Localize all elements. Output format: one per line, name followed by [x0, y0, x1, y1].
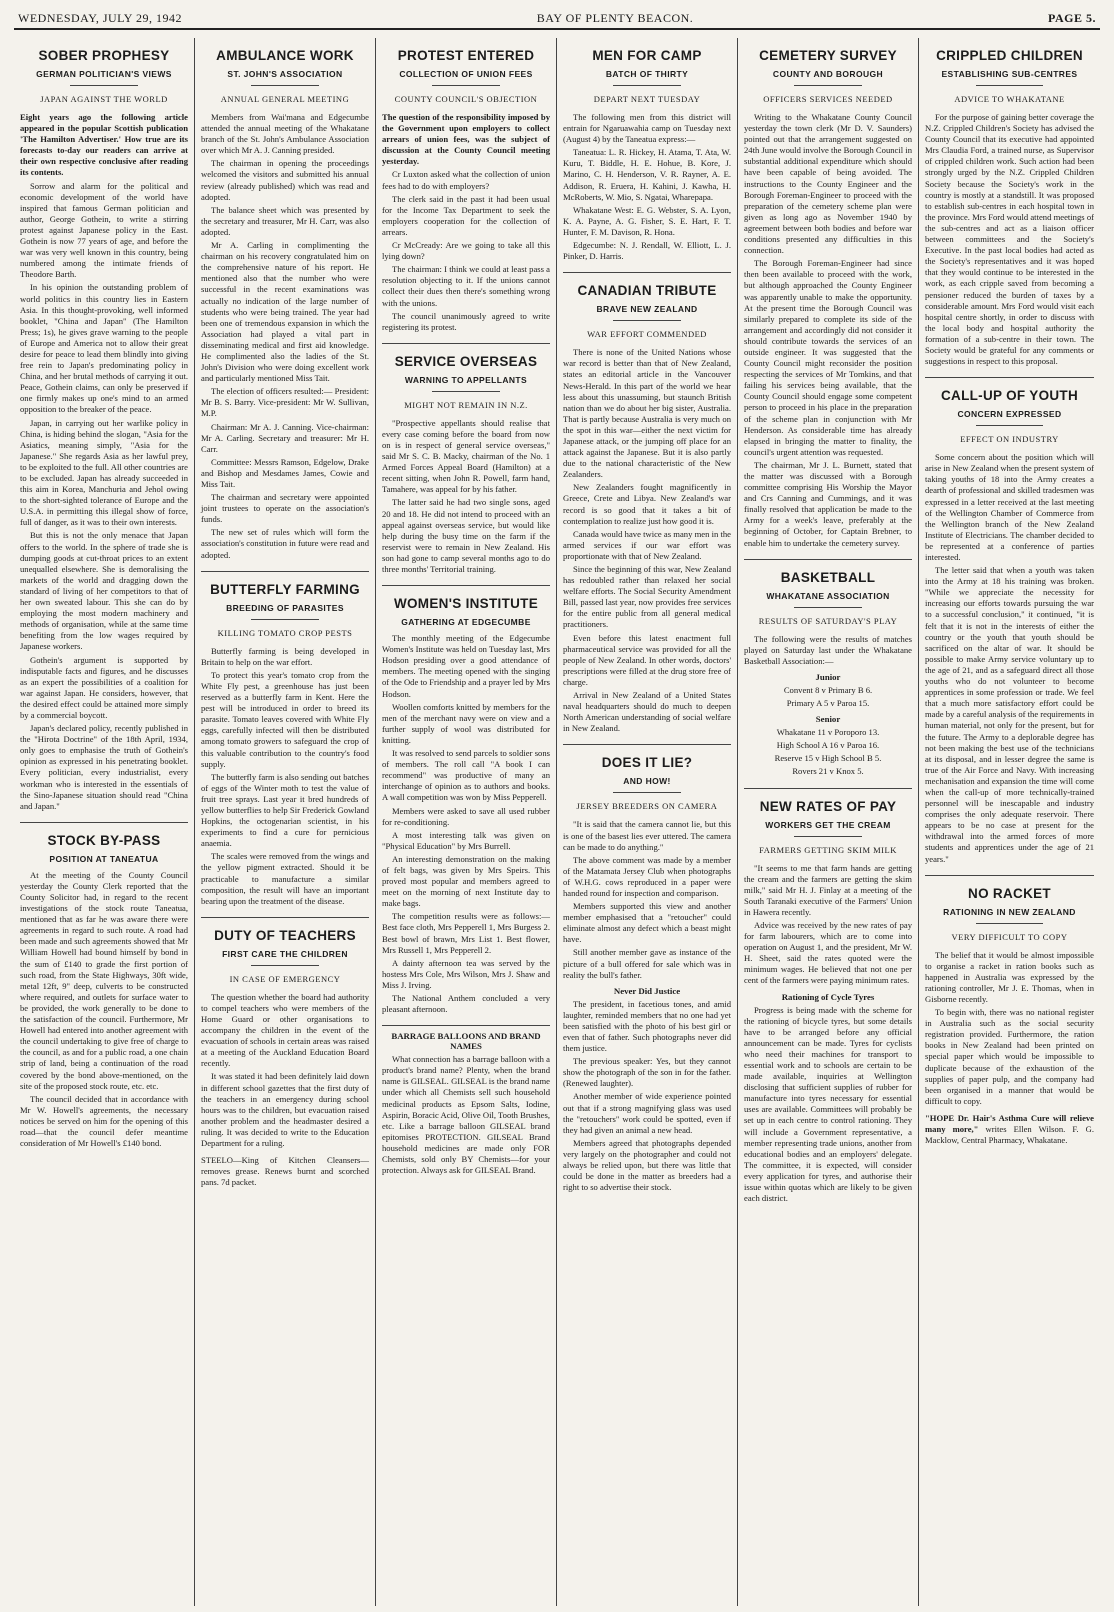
article-subhead: BREEDING OF PARASITES: [226, 602, 344, 613]
article-headline: DUTY OF TEACHERS: [214, 927, 356, 943]
article: [382, 585, 550, 1015]
article-paragraph: For the purpose of gaining better coverage the N.Z. Crippled Children's Society has advised the County Council that its executive had appointed Mrs Claudia Ford, a trained nurse, as Supervisor of crippled children work. Such action had been strongly urged by the N.Z. Crippled Children Society because the Society's work in the country is mostly at a standstill. It was proposed to establish sub-centres in each hospital town in the province. Mrs Ford would attend meetings of the sub-centres and act as a liaison officer between committees and the Society's Executive. In the past local bodies had acted as the Society's representatives and it was hoped that they would continue to be interested in the work, as each cripple saved from becoming a pensioner reduced the burden of taxes by a considerable amount. Mrs Ford would visit each hospital centre shortly, in order to discuss with the local body and hospital authority the formation of a sub-centre in their town. The Society would be grateful for any comments or suggestions in respect to this proposal.: [925, 112, 1094, 367]
article-subhead: GERMAN POLITICIAN'S VIEWS: [36, 69, 172, 79]
result-line: Convent 8 v Primary B 6.: [783, 684, 873, 695]
article-paragraph: An interesting demonstration on the making of felt bags, was given by Mrs Speirs. This proved most popular and members agreed to meet on the morning of next Institute day to make bags.: [382, 853, 550, 909]
article-subhead: WORKERS GET THE CREAM: [765, 819, 891, 830]
article-headline: BARRAGE BALLOONS AND BRAND NAMES: [391, 1031, 541, 1052]
article-subhead: KILLING TOMATO CROP PESTS: [217, 627, 353, 638]
article-paragraph: The Borough Foreman-Engineer had since then been available to proceed with the work, but although approached the County Engineer was apparently unable to make the opportunity. At the present time the Borough Council was similarly prepared to complete its side of the arrangement and accordingly did not consider it should contribute towards the services of an outside engineer. It was suggested that the County Council might reconsider the position respecting the services of Mr Tomkins, and that failing his services being available, that the County Council should engage some competent person to proceed in his place in the preparation of the scheme plan in conjunction with Mr Henderson. As considerable time has already elapsed in bringing the matter to finality, the council's urgent attention was requested.: [744, 258, 912, 457]
article-subhead: IN CASE OF EMERGENCY: [229, 973, 341, 984]
article-divider: [563, 272, 731, 273]
article-paragraph: Butterfly farming is being developed in Britain to help on the war effort.: [201, 645, 369, 667]
article: [563, 48, 731, 262]
article-paragraph: Woollen comforts knitted by members for the men of the merchant navy were on view and a further supply of wool was distributed for knitting.: [382, 701, 550, 745]
article-lead: Eight years ago the following article appeared in the popular Scottish publication 'The Hamilton Advertiser.' How true are its forecasts to-day our readers can arrive at their own respective conclusive after reading its contents.: [20, 112, 188, 178]
article-paragraph: The election of officers resulted:— President: Mr B. S. Barry. Vice-president: Mr W. Sullivan, M.P.: [201, 386, 369, 419]
article-paragraph: What connection has a barrage balloon with a product's brand name? Plenty, when the brand name is GILSEAL. GILSEAL is the brand name under which all Chemists sell such household medicinal products as Epsom Salts, Iodine, Aspirin, Boracic Acid, Olive Oil, Tooth Brushes, etc. Like a barrage balloon GILSEAL brand epitomises PROTECTION. GILSEAL Brand household medicines are made only FOR Chemists, sold only BY Chemists—for your protection. Always ask for GILSEAL Brand.: [382, 1054, 550, 1176]
article-divider: [382, 585, 550, 586]
article-paragraph: Edgecumbe: N. J. Rendall, W. Elliott, L. J. Pinker, D. Harris.: [563, 240, 731, 262]
ad-text: STEELO—King of Kitchen Cleansers—removes grease. Renews burnt and scorched pans. 7d packet.: [201, 1155, 369, 1188]
article: [382, 343, 550, 575]
article-subhead: ANNUAL GENERAL MEETING: [220, 94, 350, 104]
article-subhead: OFFICERS SERVICES NEEDED: [763, 94, 893, 104]
ad-text: writes Ellen Wilson. F. G. Macklow, Central Pharmacy, Whakatane.: [925, 1123, 1094, 1145]
article: [744, 48, 912, 549]
article-headline: STOCK BY-PASS: [47, 832, 161, 848]
article-paragraph: Cr McCready: Are we going to take all this lying down?: [382, 240, 550, 262]
article-headline: DOES IT LIE?: [601, 755, 693, 771]
article-paragraph: The question whether the board had authority to compel teachers who were members of the Home Guard or other organisations to accompany the children in the event of the evacuation of schools in certain areas was raised at a meeting of the Auckland Education Board recently.: [201, 991, 369, 1069]
article-paragraph: New Zealanders fought magnificently in Greece, Crete and Libya. New Zealand's war record is so good that it takes a bit of contemplation to realize just how good it is.: [563, 482, 731, 526]
article-paragraph: Members supported this view and another member emphasised that a "retoucher" could eliminate almost any defect which a beast might have.: [563, 901, 731, 945]
article-paragraph: It was resolved to send parcels to soldier sons of members. The roll call "A book I can recommend" was productive of many an interchange of opinion as to authors and books. A wall competition was won by Miss Pepperell.: [382, 748, 550, 803]
issue-date: WEDNESDAY, JULY 29, 1942: [18, 11, 183, 25]
article-paragraph: The belief that it would be almost impossible to organise a racket in ration books such as happened in Australia was expressed by the rationing controller, Mr J. E. Thomas, when in Gisborne recently.: [925, 949, 1094, 1004]
article: [563, 272, 731, 734]
page-number: PAGE 5.: [1048, 11, 1096, 25]
article-headline: CALL-UP OF YOUTH: [940, 388, 1079, 404]
column-5: [738, 38, 919, 1606]
article-paragraph: "It seems to me that farm hands are getting the cream and the farmers are getting the skim milk," said Mr H. J. Finlay at a meeting of the South Taranaki executive of the Farmers' Union in Hawera recently.: [744, 862, 912, 917]
article-paragraph: Even before this latest enactment full pharmaceutical service was provided for all the people of New Zealand. In other words, doctors' prescriptions were filled at the drug store free of charge.: [563, 632, 731, 687]
subhead-rule: [432, 391, 499, 392]
article-subhead: FIRST CARE THE CHILDREN: [222, 948, 348, 959]
article-divider: [744, 559, 912, 560]
article-subhead: GATHERING AT EDGECUMBE: [401, 617, 531, 628]
article-paragraph: Committee: Messrs Ramson, Edgelow, Drake and Bishop and Mesdames James, Cowie and Miss Tait.: [201, 456, 369, 489]
article-headline: AMBULANCE WORK: [216, 48, 354, 63]
ad-lead: "HOPE Dr. Hair's Asthma Cure will relieve many more,": [925, 1112, 1094, 1134]
subhead-rule: [251, 85, 318, 86]
article-divider: [382, 343, 550, 344]
article-paragraph: The latter said he had two single sons, aged 20 and 18. He did not intend to proceed with an appeal against overseas service, but would like help during the busy time on the farm if the reservist were to remain in New Zealand. His son had gone to camp several months ago to do three months' Territorial training.: [382, 497, 550, 574]
article: [563, 744, 731, 1193]
article-paragraph: Japan's declared policy, recently published in the "Hirota Doctrine" of the 18th April, 1934, only goes to emphasise the truth of Gothein's opinion as expressed in his penetrating booklet. Every politician, every industrialist, every workman who is interested in the essentials of the Sino-Japanese situation should read "China and Japan.": [20, 723, 188, 811]
article-paragraph: Members agreed that photographs depended very largely on the photographer and could not always be relied upon, but there was little that could be done in the matter as breeders had a right to so advertise their stock.: [563, 1137, 731, 1193]
column-3: [376, 38, 557, 1606]
article-divider: [925, 875, 1094, 876]
article-paragraph: Progress is being made with the scheme for the rationing of bicycle tyres, but some details have to be arranged before any official announcement can be made. Tyres for cyclists who need their machines for transport to essential work and to schools are certain to be made available, inquiries at Wellington disclosing that sufficient supplies of rubber for manufacture into tyres necessary for essential uses are available. Committees will probably be set up in each centre to control rationing. They will include a Government representative, a member representing trade unions, another from educational bodies and an employers' delegate. The committee, it is expected, will consider every application for tyres, and authorise their issue within quotas which are likely to be given each district.: [744, 1004, 912, 1204]
article-paragraph: Gothein's argument is supported by indisputable facts and figures, and he discusses as an expert the possibilities of a coalition for war against Japan. He considers, however, that the desired effect could be attained more simply by a commercial boycott.: [20, 654, 188, 720]
article-headline: BASKETBALL: [780, 569, 876, 585]
article-divider: [201, 571, 369, 572]
article-paragraph: The scales were removed from the wings and the yellow pigment extracted. Should it be practicable to manufacture a similar composition, the result will have an important bearing upon the treatment of the disease.: [201, 851, 369, 906]
article-paragraph: The chairman, Mr J. L. Burnett, stated that the matter was discussed with a Borough committee comprising His Worship the Mayor and Crs Canning and Cummings, and it was finally resolved that application be made to the Army for a week's leave, preferably at the beginning of October, for Captain Brebner, to enable him to undertake the cemetery survey.: [744, 459, 912, 548]
article-headline: SERVICE OVERSEAS: [394, 353, 538, 369]
subhead-rule: [70, 85, 137, 86]
article-paragraph: The clerk said in the past it had been usual for the Income Tax Department to seek the employers cooperation for the collection of arrears.: [382, 193, 550, 237]
article-paragraph: The following were the results of matches played on Saturday last under the Whakatane Basketball Association:—: [744, 633, 912, 666]
article: [201, 917, 369, 1188]
article-paragraph: To begin with, there was no national register in Australia such as the social security registration provided. Furthermore, the ration books in New Zealand had been printed on special paper which would be impossible to duplicate because of the exhaustion of the supplies of paper pulp, and the company had been organised in a manner that would be difficult to copy.: [925, 1007, 1094, 1106]
article-paragraph: At the meeting of the County Council yesterday the County Clerk reported that the County Solicitor had, in regard to the recent investigations of the stock route Taneatua, mentioned that as far he was aware there were agreements in regard to such route. A road had been made and such agreements showed that Mr William Howell had bound himself by bond in the sum of £140 to grade the first portion of such road, from the State Highways, 30ft wide, metal 12ft, 9" deep, culverts to be constructed where required, and outlets for surface water to be provided, the work generally to be done to the satisfaction of the council. Furthermore, Mr Howell had entered into another agreement with the council undertaking to give free of charge to the council, as and for a public road, a one chain strip of land, being a continuation of the road covered by the bond above-mentioned, on the site of the proposed stock route, etc. etc.: [20, 869, 188, 1091]
article-subhead: MIGHT NOT REMAIN IN N.Z.: [404, 399, 528, 410]
article: [744, 788, 912, 1205]
article-paragraph: The following men from this district will entrain for Ngaruawahia camp on Tuesday next (August 4) by the Taneatua express:—: [563, 112, 731, 145]
article-subhead: WAR EFFORT COMMENDED: [587, 329, 707, 340]
article-subhead: JAPAN AGAINST THE WORLD: [40, 94, 168, 104]
subhead-rule: [613, 85, 680, 86]
article-paragraph: Still another member gave as instance of the picture of a bull offered for sale which was in reality the bull's father.: [563, 947, 731, 980]
subhead-rule: [251, 619, 318, 620]
article-headline: NO RACKET: [968, 885, 1051, 901]
article-paragraph: Some concern about the position which will arise in New Zealand when the present system of taking youths of 18 into the Army creates a dearth of professional and skilled tradesmen was expressed in a letter received at the last meeting of the Wellington Chamber of Commerce from the Wellington branch of the New Zealand Institute of Electricians. The chamber decided to be represented at a conference of parties interested.: [925, 452, 1094, 562]
subhead-rule: [794, 85, 861, 86]
article-subhead: ST. JOHN'S ASSOCIATION: [227, 69, 343, 79]
result-line: Rovers 21 v Knox 5.: [792, 766, 864, 777]
article-paragraph: "Prospective appellants should realise that every case coming before the board from now on is in respect of general service overseas," said Mr S. C. B. Macky, chairman of the No. 1 Armed Forces Appeal Board (Hamilton) at a recent sitting, when John R. Powell, farm hand, Tamahere, was appeal for by his father.: [382, 417, 550, 495]
advertisement: [925, 1113, 1094, 1146]
article-headline: NEW RATES OF PAY: [759, 798, 897, 814]
article-paragraph: A most interesting talk was given on "Physical Education" by Mrs Burrell.: [382, 829, 550, 851]
result-line: High School A 16 v Paroa 16.: [776, 740, 880, 751]
article-divider: [563, 744, 731, 745]
article-subhead: COLLECTION OF UNION FEES: [399, 69, 533, 79]
article-headline: CANADIAN TRIBUTE: [577, 283, 717, 299]
article-paragraph: It was stated it had been definitely laid down in different school gazettes that the first duty of the teachers in an emergency during school hours was to the children, but evacuation raised another problem and the headmaster desired a ruling. It was decided to write to the Education Department for a ruling.: [201, 1071, 369, 1149]
article-paragraph: Members were asked to save all used rubber for re-conditioning.: [382, 805, 550, 827]
article-paragraph: Advice was received by the new rates of pay for farm labourers, which are to come into operation on August 1, and the president, Mr W. H. Sheet, said the rates quoted were the minimum wages. He believed that not one per cent of the farmers were paying minimum rates.: [744, 919, 912, 986]
article-subhead: JERSEY BREEDERS ON CAMERA: [576, 801, 718, 812]
article-paragraph: Since the beginning of this war, New Zealand has redoubled rather than relaxed her social welfare efforts. The Social Security Amendment Bill, passed last year, now provides free services for the entire public from all general medical practitioners.: [563, 564, 731, 630]
article-paragraph: Chairman: Mr A. J. Canning. Vice-chairman: Mr A. Carling. Secretary and treasurer: Mr H. Carr.: [201, 421, 369, 454]
article-paragraph: The chairman and secretary were appointed joint trustees to operate on the association's funds.: [201, 492, 369, 525]
paper-title: BAY OF PLENTY BEACON.: [536, 11, 694, 25]
article: [201, 48, 369, 561]
column-4: [557, 38, 738, 1606]
article: [382, 48, 550, 333]
article-paragraph: The competition results were as follows:—Best face cloth, Mrs Pepperell 1, Mrs Burgess 2. Best bowl of brawn, Mrs List 1. Best flower, Mrs Russell 1, Mrs Pepperell 2.: [382, 911, 550, 955]
article-headline: CRIPPLED CHILDREN: [936, 48, 1083, 63]
article-divider: [382, 1025, 550, 1026]
article-subhead: WARNING TO APPELLANTS: [404, 374, 528, 385]
article-divider: [925, 377, 1094, 378]
advertisement: [201, 1155, 369, 1188]
subhead-rule: [251, 965, 318, 966]
article-paragraph: Japan, in carrying out her warlike policy in China, is hiding behind the slogan, "Asia for the Asiatics, meaning simply, "Asia for the Japanese." She regards Asia as her lawful prey, to be exploited to the full. All other countries are to be excluded. Japan has already succeeded in this aim in Korea, Manchuria and Jehol owing to the short-sighted tolerance of Europe and the U.S.A. in permitting this illegal show of force, full of danger, as it was to their own interests.: [20, 417, 188, 528]
article-paragraph: The new set of rules which will form the association's constitution in future were read and adopted.: [201, 527, 369, 560]
article-paragraph: The letter said that when a youth was taken into the Army at 18 his training was broken. "While we appreciate the necessity for increasing our efforts towards pursuing the war to a successful conclusion," it continued, "it is felt that it is not in the interests of either the country or the youth that youth should be sacrificed on the altar of war. It should be possible to make Army service voluntary up to the age of 21, and as a safeguard direct all those youths who do not volunteer to become apprentices in some profession or trade. We feel that a much more satisfactory effort could be made by a careful analysis of the requirements in human material, not only for the present, but for the future. The Army to a deplorable degree has not been making the best use of the technicians at its disposal, and in lesser degree the same is true of the Air Force and Navy. With increasing mechanisation and expansion the time will come when the call-up of more technically-trained personnel will be inescapable and industry comprises the only adequate reservoir. There appears to be no case at present for the withdrawal into the armed forces of more students and apprentices under the age of 21 years.": [925, 565, 1094, 864]
article-paragraph: The balance sheet which was presented by the secretary and treasurer, Mr H. Carr, was also adopted.: [201, 204, 369, 237]
article: [744, 559, 912, 778]
article-subhead: COUNTY AND BOROUGH: [772, 69, 884, 79]
subhead-rule: [613, 320, 680, 321]
article-paragraph: Mr A. Carling in complimenting the chairman on his recovery congratulated him on the comprehensive nature of his report. He mentioned also that the number who were successful in the recent examinations was actually no indication of the large number of students who were being trained. The year had been one of tremendous expansion in which the Association had played a vital part in disseminating medical and first aid knowledge. He complimented also the ladies of the St. John's Division who were doing excellent work and particularly mentioned Miss Tait.: [201, 240, 369, 384]
article: [20, 822, 188, 1149]
column-6: [919, 38, 1100, 1606]
subhead-rule: [976, 85, 1044, 86]
subhead-rule: [794, 607, 861, 608]
article-paragraph: Another member of wide experience pointed out that if a strong magnifying glass was used the "retouchers" work could be spotted, even if they had given an animal a new head.: [563, 1091, 731, 1135]
article-subhead: BRAVE NEW ZEALAND: [596, 304, 698, 315]
result-line: Reserve 15 v High School B 5.: [774, 753, 882, 764]
article-paragraph: But this is not the only menace that Japan offers to the world. In the sphere of trade she is dumping goods at cut-throat prices to an extent unequalled elsewhere. She is demoralising the markets of the world and dragging down the standard of living of her competitors to that of her own sweated labour. This she can do by employing the most modern machinery and methods of organisation, while at the same time benefiting from the low wages required by Japanese workers.: [20, 530, 188, 652]
result-line: Primary A 5 v Paroa 15.: [786, 698, 870, 709]
article-paragraph: Whakatane West: E. G. Webster, S. A. Lyon, K. A. Payne, A. G. Fisher, S. E. Hart, F. T. Hunter, F. M. Davison, R. Hona.: [563, 204, 731, 237]
article-lead: The question of the responsibility imposed by the Government upon employers to collect arrears of union fees, was the subject of discussion at the County Council meeting yesterday.: [382, 112, 550, 167]
article-subhead: ADVICE TO WHAKATANE: [954, 94, 1065, 104]
result-line: Whakatane 11 v Poroporo 13.: [776, 727, 880, 738]
article-paragraph: Taneatua: L. R. Hickey, H. Atama, T. Ata, W. Kuru, T. Biddle, H. E. Hohue, B. Kore, J. Marino, C. H. Henderson, V. R. Rayner, A. E. Addison, R. Eruera, H. Kahini, J. Kawha, H. McRoberts, W. Mio, S. Ngatai, Wharepapa.: [563, 147, 731, 202]
columns: [14, 38, 1100, 1606]
article: [20, 48, 188, 812]
article-paragraph: Sorrow and alarm for the political and economic development of the world have inspired that famous German politician and author, George Gothein, to write a stirring protest against Japanese policy in the East. Gothein is now 77 years of age, and before the war was very well known in this country, being numbered among the intimate friends of Theodore Barth.: [20, 180, 188, 280]
column-1: [14, 38, 195, 1606]
article-divider: [201, 917, 369, 918]
results-grade: Senior: [815, 714, 841, 725]
article-paragraph: The National Anthem concluded a very pleasant afternoon.: [382, 993, 550, 1015]
article: [201, 571, 369, 907]
article-headline: CEMETERY SURVEY: [759, 48, 897, 63]
article-paragraph: The council unanimously agreed to write registering its protest.: [382, 310, 550, 332]
article-paragraph: Arrival in New Zealand of a United States naval headquarters should do much to deepen North American understanding of social welfare in New Zealand.: [563, 690, 731, 734]
article-headline: WOMEN'S INSTITUTE: [393, 596, 539, 612]
subhead-rule: [794, 836, 861, 837]
article: [925, 875, 1094, 1146]
article-subsection: Rationing of Cycle Tyres: [781, 991, 875, 1002]
article-paragraph: In his opinion the outstanding problem of world politics in this country lies in Eastern Asia. In this thought-provoking, well informed booklet, "China and Japan" (The Hamilton Press; 1s), he gives grave warning to the people of Europe and America not to allow their great desire for peace to lead them blindly into giving free rein to Japan's predominating policy in China, and her brutal methods of carrying it out. Peace, Gothein claims, can only be preserved if one firmly makes up one's mind to an armed opposition to the breaker of the peace.: [20, 282, 188, 415]
masthead-rule: [14, 28, 1100, 30]
article-headline: BUTTERFLY FARMING: [210, 581, 360, 597]
article-paragraph: The president, in facetious tones, and amid laughter, reminded members that no one had yet been satisfied with the photo of his best girl or even that of father. Such photographs never did them justice.: [563, 998, 731, 1054]
article-paragraph: The monthly meeting of the Edgecumbe Women's Institute was held on Tuesday last, Mrs Hodson presiding over a good attendance of members. The meeting opened with the singing of the Ode to Friendship and a prayer led by Mrs Hodson.: [382, 633, 551, 699]
article-subhead: DEPART NEXT TUESDAY: [593, 94, 701, 104]
article-subhead: FARMERS GETTING SKIM MILK: [759, 844, 897, 855]
article-subhead: BATCH OF THIRTY: [605, 69, 689, 79]
article-subhead: WHAKATANE ASSOCIATION: [766, 590, 890, 601]
article-paragraph: The butterfly farm is also sending out batches of eggs of the Winter moth to test the value of fruit tree sprays. Last year it bred hundreds of yellow butterflies to help Sir Frederick Gowland Hopkins, the octogenarian scientist, in his experiments to find a cure for pernicious anaemia.: [201, 771, 369, 849]
results-grade: Junior: [815, 671, 841, 682]
article-paragraph: Cr Luxton asked what the collection of union fees had to do with employers?: [382, 169, 550, 191]
article-paragraph: A dainty afternoon tea was served by the hostess Mrs Cole, Mrs Wilson, Mrs J. Shaw and Miss J. Irving.: [382, 957, 550, 990]
article-headline: SOBER PROPHESY: [38, 48, 170, 63]
article-paragraph: Members from Wai'mana and Edgecumbe attended the annual meeting of the Whakatane branch of the St. John's Ambulance Association over which Mr A. J. Canning presided.: [201, 112, 369, 156]
article-subhead: ESTABLISHING SUB-CENTRES: [941, 69, 1078, 79]
article-paragraph: The council decided that in accordance with Mr W. Howell's agreements, the necessary notices be served on him for the opening of this road—that the council defer meantime consideration of Mr Howell's £140 bond.: [20, 1093, 188, 1149]
article-paragraph: Canada would have twice as many men in the armed services if our war effort was proportionate with that of New Zealand.: [563, 528, 731, 561]
article-subsection: Never Did Justice: [613, 985, 681, 996]
article-paragraph: The chairman: I think we could at least pass a resolution objecting to it. If the unions cannot collect their dues then there's something wrong with the unions.: [382, 264, 550, 308]
article-paragraph: Writing to the Whakatane County Council yesterday the town clerk (Mr D. V. Saunders) pointed out that the arrangement suggested on 24th June would involve the Borough Council in substantial additional expenditure which should have been capable of being avoided. The instructions to the County Engineer and the Borough Foreman-Engineer to proceed with the preparation of the cemetery scheme plan were given as long ago as November 1940 by agreement between both bodies and before war conditions presented any difficulties in this connection.: [744, 112, 912, 256]
article-paragraph: There is none of the United Nations whose war record is better than that of New Zealand, states an editorial article in the Vancouver News-Herald. In this part of the world we hear less about this unassuming, but staunch British nation than we do about her big sister, Australia. That is partly because Australia is very much on the spot in this war—either the next victim for Japanese attack, or the jumping off place for an attack against the Japanese. But it is also partly due to the national characteristic of the New Zealanders.: [563, 347, 731, 480]
article-subhead: CONCERN EXPRESSED: [957, 409, 1062, 420]
article-paragraph: The chairman in opening the proceedings welcomed the visitors and submitted his annual review (already published) which was read and adopted.: [201, 158, 369, 202]
article-divider: [20, 822, 188, 823]
article-paragraph: To protect this year's tomato crop from the White Fly pest, a greenhouse has just been reserved as a butterfly farm in Kent. Here the pest will be introduced in order to breed its parasite. Tomato leaves covered with White Fly eggs, carefully infected will then be distributed among tomato growers to safeguard the crop of this valuable contribution to the country's food supply.: [201, 669, 369, 769]
article-divider: [744, 788, 912, 789]
article: [925, 48, 1094, 367]
article-subhead: VERY DIFFICULT TO COPY: [951, 931, 1068, 942]
article-paragraph: The previous speaker: Yes, but they cannot show the photograph of the son in for the father. (Renewed laughter).: [563, 1056, 731, 1089]
masthead: [18, 4, 1096, 26]
article-subhead: RATIONING IN NEW ZEALAND: [943, 906, 1076, 917]
article-subhead: AND HOW!: [623, 776, 671, 787]
article-subhead: COUNTY COUNCIL'S OBJECTION: [394, 94, 538, 104]
subhead-rule: [976, 425, 1044, 426]
article-subhead: EFFECT ON INDUSTRY: [960, 434, 1059, 445]
article: [925, 377, 1094, 864]
article-headline: MEN FOR CAMP: [592, 48, 702, 63]
subhead-rule: [613, 792, 680, 793]
article-paragraph: The above comment was made by a member of the Matamata Jersey Club when photographs of W.H.G. cows reproduced in a paper were handed round for inspection and comparison.: [563, 854, 731, 898]
subhead-rule: [432, 85, 499, 86]
subhead-rule: [976, 923, 1044, 924]
article: [382, 1025, 550, 1176]
article-subhead: POSITION AT TANEATUA: [49, 853, 159, 864]
article-headline: PROTEST ENTERED: [397, 48, 535, 63]
article-subhead: RESULTS OF SATURDAY'S PLAY: [758, 615, 898, 626]
column-2: [195, 38, 376, 1606]
article-paragraph: "It is said that the camera cannot lie, but this is one of the basest lies ever uttered. The camera can be made to do anything.": [563, 819, 731, 852]
